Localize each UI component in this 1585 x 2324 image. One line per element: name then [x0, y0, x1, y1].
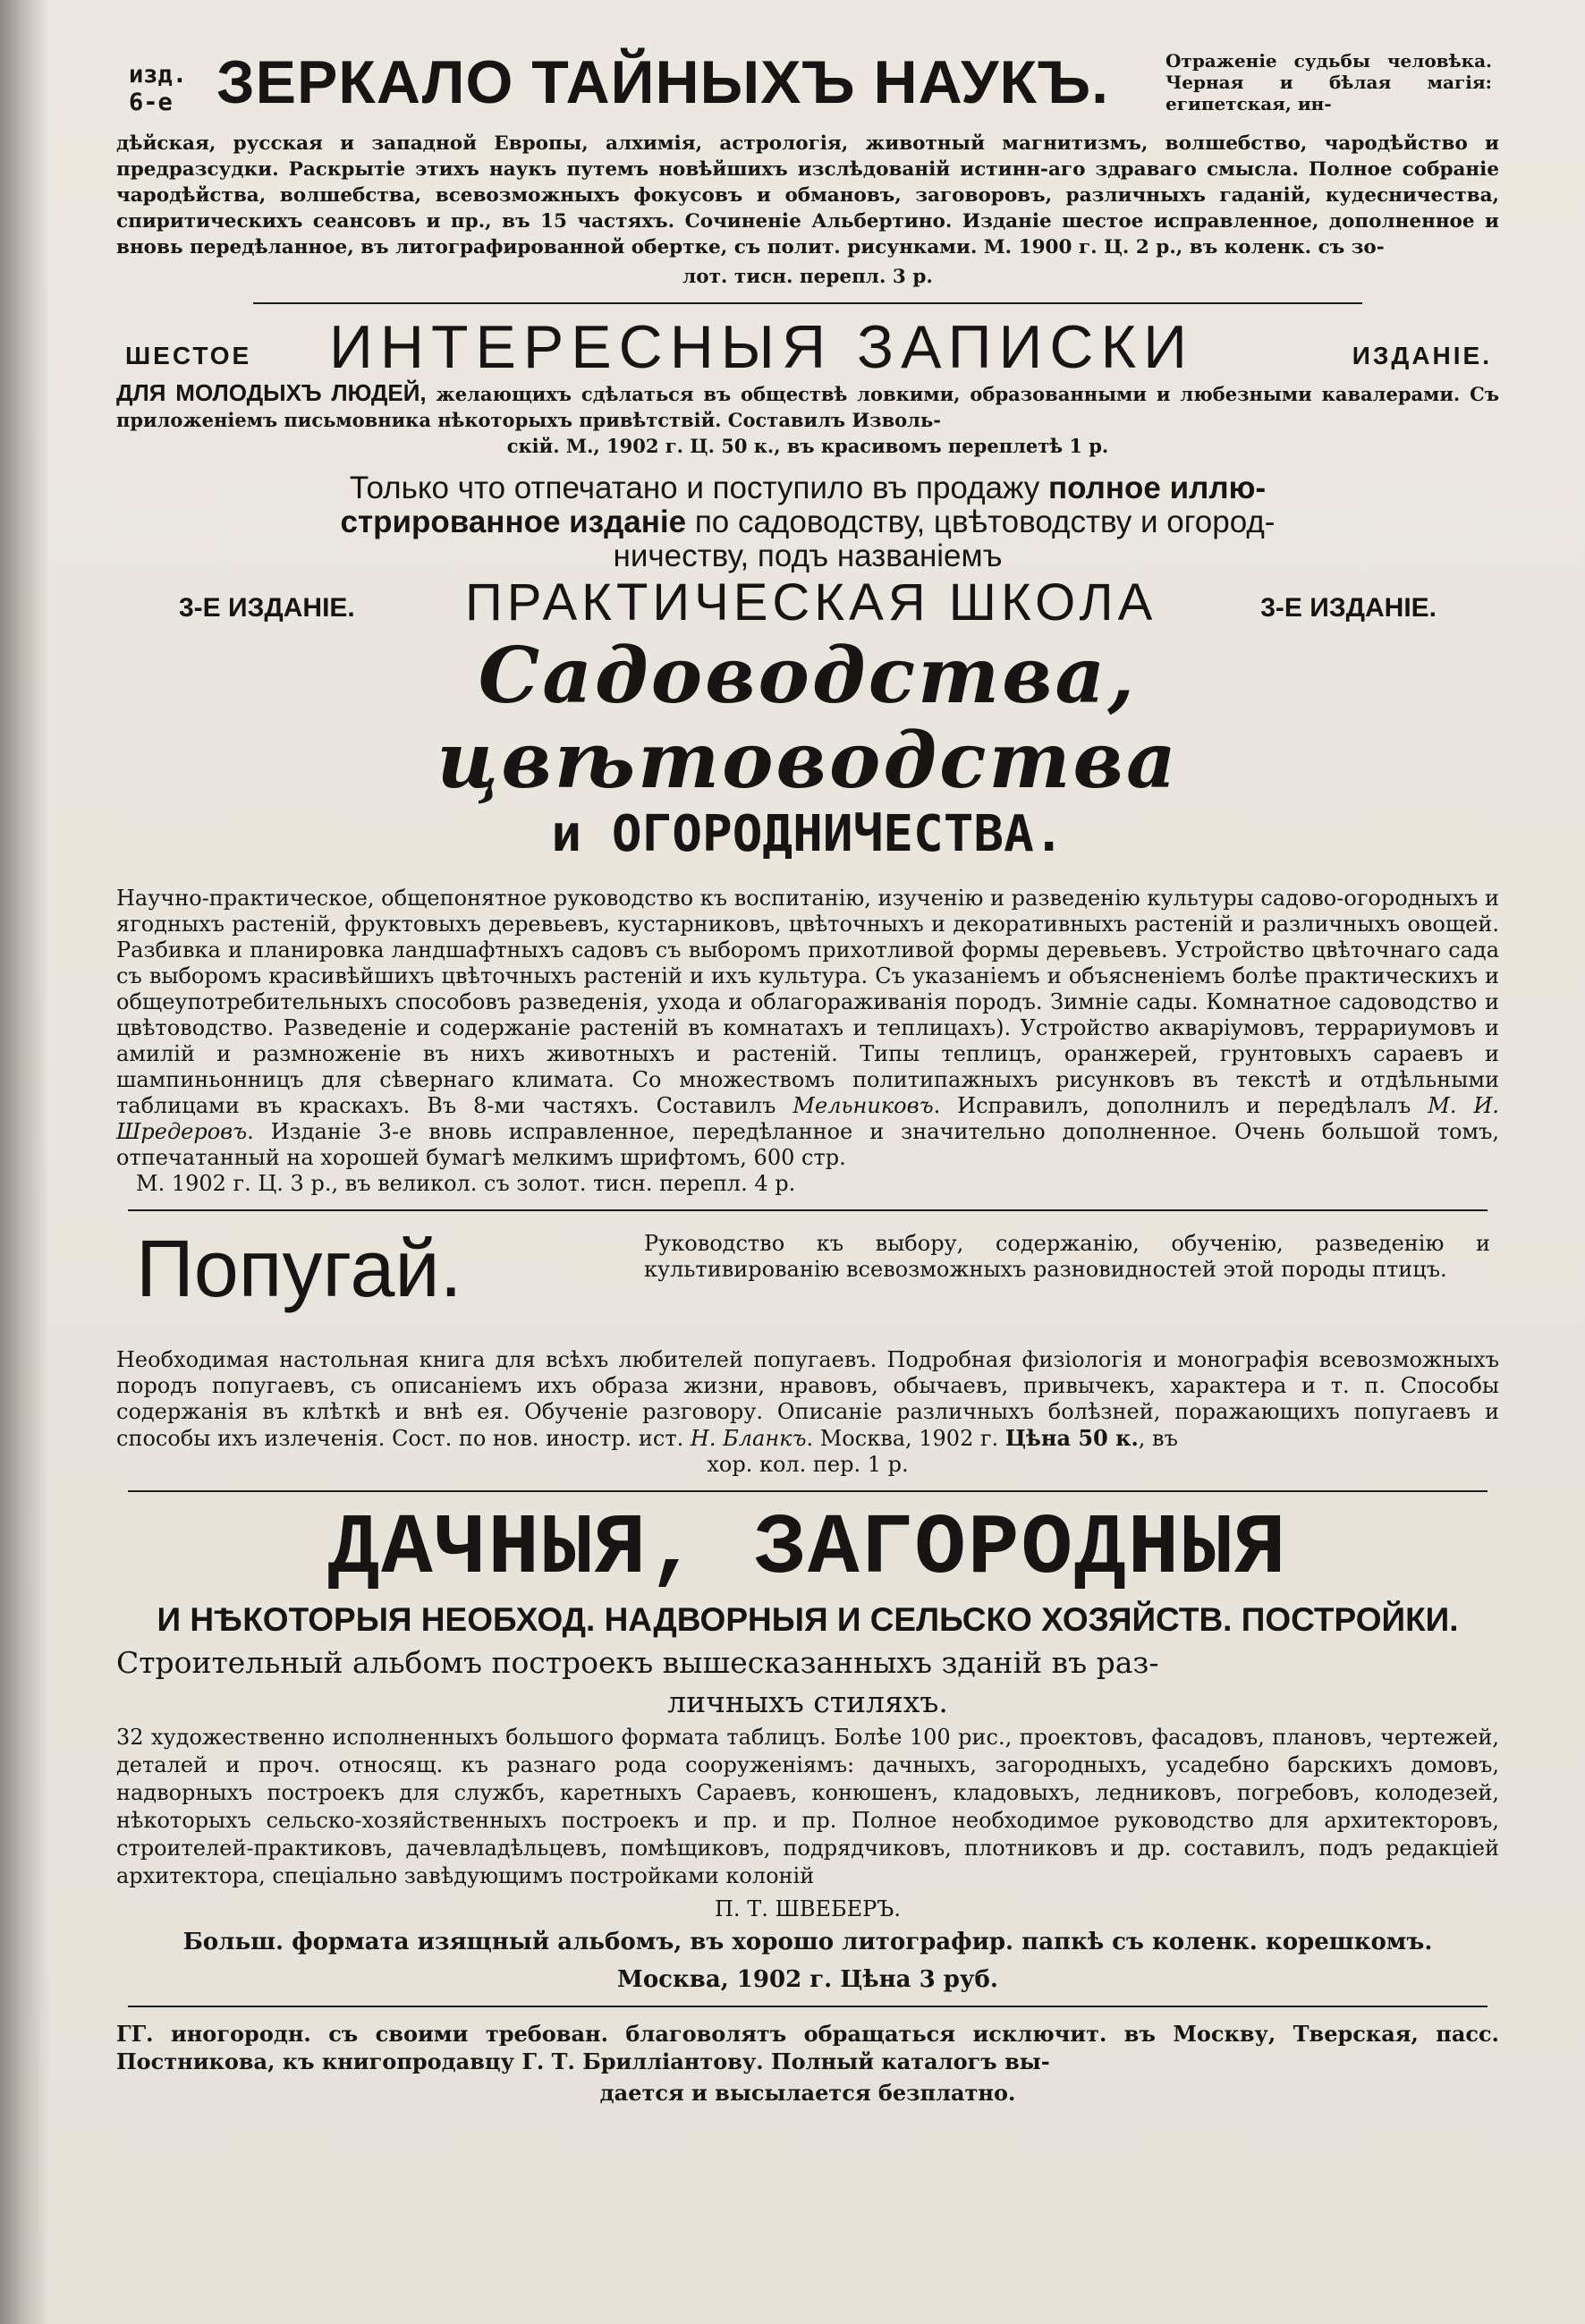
ad3-body-a: Научно-практическое, общепонятное руководство къ воспитанію, изученію и разведенію культуры садово-огородныхъ и ягодныхъ растеній, фруктовыхъ деревьевъ, кустарниковъ, цвѣточныхъ и декоративныхъ растеній и различныхъ овощей. Разбивка и планировка ландшафтныхъ садовъ съ выборомъ прихотливой формы деревьевъ. Устройство цвѣточнаго сада съ выборомъ красивѣйшихъ цвѣточныхъ растеній и ихъ культура. Съ указаніемъ и объясненіемъ болѣе практическихъ и общеупотребительныхъ способовъ разведенія, ухода и облагораживанія породъ. Зимніе сады. Комнатное садоводство и цвѣтоводство. Разведеніе и содержаніе растеній въ комнатахъ и теплицахъ). Устройство акваріумовъ, террариумовъ и амилій и размноженіе въ нихъ животныхъ и растеній. Типы теплицъ, оранжерей, грунтовыхъ сараевъ и шампиньонницъ для сѣвернаго климата. Со множествомъ политипажныхъ рисунковъ въ текстѣ и отдѣльными таблицами въ краскахъ. Въ 8-ми частяхъ. Составилъ — [116, 885, 1499, 1118]
ad5-title: ДАЧНЫЯ, ЗАГОРОДНЫЯ — [327, 1499, 1288, 1598]
ad4-author: Н. Бланкъ — [690, 1425, 807, 1451]
ad5-body: 32 художественно исполненныхъ большого формата таблицъ. Болѣе 100 рис., проектовъ, фасадовъ, плановъ, чертежей, деталей и проч. относящ. къ разнаго рода сооруженіямъ: дачныхъ, загородныхъ, усадебно барскихъ домовъ, надворныхъ построекъ для службъ, каретныхъ Сараевъ, конюшенъ, кладовыхъ, ледниковъ, погребовъ, колодезей, нѣкоторыхъ сельско-хозяйственныхъ построекъ и пр. и пр. Полное необходимое руководство для архитекторовъ, строителей-практиковъ, дачевладѣльцевъ, помѣщиковъ, подрядчиковъ, плотниковъ и др. составилъ, подъ редакціей архитектора, спеціально завѣдующимъ постройками колоній — [116, 1724, 1499, 1888]
ad4-body-a: Необходимая настольная книга для всѣхъ любителей попугаевъ. Подробная физіологія и монографія всевозможныхъ породъ попугаевъ, съ описаніемъ ихъ образа жизни, нравовъ, обычаевъ, привычекъ, характера и т. п. Способы содержанія въ клѣткѣ и внѣ ея. Обученіе разговору. Описаніе различныхъ болѣзней, поражающихъ попугаевъ и способы ихъ излеченія. Сост. по нов. иностр. ист. — [116, 1346, 1499, 1451]
ad5-price: Цѣна 3 руб. — [840, 1965, 998, 1993]
ad2-body-text: желающихъ сдѣлаться въ обществѣ ловкими, образованными и любезными кавалерами. Съ приложеніемъ письмовника нѣкоторыхъ привѣтствій. Составилъ Изволь- — [116, 383, 1499, 431]
ad-practical-school — [116, 471, 1499, 1197]
ad4-price: Цѣна 50 к. — [1004, 1424, 1139, 1451]
divider — [253, 302, 1362, 304]
ad5-format: Больш. формата изящный альбомъ, въ хорошо литографир. папкѣ съ коленк. корешкомъ. — [182, 1928, 1433, 1955]
ad4-body-c: , въ — [1138, 1425, 1178, 1451]
ad3-intro-d: по садоводству, цвѣтоводству и огород- — [686, 505, 1276, 539]
ad2-title: ИНТЕРЕСНЫЯ ЗАПИСКИ — [329, 313, 1195, 381]
ad3-body-c: . Изданіе 3-е вновь исправленное, передѣланное и значительно дополненное. Очень большой томъ, отпечатанный на хорошей бумагѣ мелкимъ шрифтомъ, 600 стр. — [116, 1118, 1499, 1170]
ad3-intro-a: Только что отпечатано и поступило въ продажу — [349, 471, 1049, 505]
divider — [128, 1490, 1488, 1492]
ad3-intro-e: ничеству, подъ названіемъ — [613, 539, 1003, 573]
ad3-price-line: М. 1902 г. Ц. 3 р., въ великол. съ золот. тисн. перепл. 4 р. — [136, 1170, 796, 1196]
ad-mirror-of-secret-sciences — [116, 45, 1499, 290]
ad3-intro-c: стрированное изданіе — [340, 505, 687, 539]
ad1-title: ЗЕРКАЛО ТАЙНЫХЪ НАУКЪ. — [216, 48, 1110, 116]
ad3-intro-b: полное иллю- — [1048, 471, 1267, 505]
ad4-description: Руководство къ выбору, содержанію, обученію, разведенію и культивированію всевозможныхъ разновидностей этой породы птицъ. — [644, 1230, 1490, 1282]
ad4-title: Попугай. — [136, 1224, 462, 1314]
ad2-edition-left: ШЕСТОЕ — [125, 342, 252, 369]
ad3-body — [116, 886, 1499, 1171]
ad1-edition: изд. 6-е — [129, 61, 188, 117]
ad2-lead: ДЛЯ МОЛОДЫХЪ ЛЮДЕЙ, — [116, 379, 427, 406]
ad-parrot — [116, 1224, 1499, 1478]
footer-last-line: дается и высылается безплатно. — [599, 2079, 1016, 2106]
ad2-header — [116, 313, 1499, 381]
divider — [128, 2006, 1488, 2007]
ad-interesting-notes — [116, 313, 1499, 459]
ad4-header — [116, 1224, 1499, 1347]
ad4-price-line: хор. кол. пер. 1 р. — [707, 1451, 909, 1477]
ad3-subtitle: и ОГОРОДНИЧЕСТВА. — [551, 805, 1064, 864]
ad3-editor: М. И. Шредеровъ — [116, 1092, 1499, 1144]
divider — [128, 1209, 1488, 1211]
ad2-price-line: скій. М., 1902 г. Ц. 50 к., въ красивомъ переплетѣ 1 р. — [506, 435, 1109, 457]
ad5-price-line — [116, 1961, 1499, 1998]
ad5-author: П. Т. ШВЕБЕРЪ. — [715, 1896, 901, 1921]
ad3-intro — [116, 471, 1499, 573]
footer-text: ГГ. иногородн. съ своими требован. благоволятъ обращаться исключит. въ Москву, Тверская, пасс. Постникова, къ книгопродавцу Г. Т. Бриллiантову. Полный каталогъ вы- — [116, 2020, 1499, 2074]
ad3-body-b: . Исправилъ, дополнилъ и передѣлалъ — [933, 1092, 1428, 1118]
ad1-header — [116, 45, 1499, 127]
page-edge-shadow — [0, 0, 49, 2324]
ad3-edition-right: 3-Е ИЗДАНІЕ. — [1260, 593, 1437, 623]
ad3-title-top: ПРАКТИЧЕСКАЯ ШКОЛА — [465, 573, 1157, 632]
ad5-intro: Строительный альбомъ построекъ вышесказанныхъ зданій въ раз- — [116, 1644, 1159, 1680]
ad3-author: Мельниковъ — [792, 1092, 934, 1118]
ad5-subtitle: И НѢКОТОРЫЯ НЕОБХОД. НАДВОРНЫЯ И СЕЛЬСКО ХОЗЯЙСТВ. ПОСТРОЙКИ. — [157, 1600, 1459, 1638]
ad4-body-b: . Москва, 1902 г. — [806, 1425, 1005, 1451]
ad4-body — [116, 1347, 1499, 1452]
ad3-title: Садоводства, цвѣтоводства — [437, 631, 1179, 806]
ad5-intro-last: личныхъ стиляхъ. — [667, 1684, 948, 1719]
ad1-price-line: лот. тисн. перепл. 3 р. — [682, 266, 933, 288]
footer-note — [116, 2020, 1499, 2107]
ad2-body — [116, 379, 1499, 433]
ad3-edition-row — [116, 573, 1499, 632]
ad2-edition-right: ИЗДАНІЕ. — [1352, 342, 1492, 369]
ad1-body: дѣйская, русская и западной Европы, алхимія, астрологія, животный магнитизмъ, волшебство, чародѣйство и предразсудки. Раскрытіе этихъ наукъ путемъ новѣйшихъ изслѣдованій истинн-аго здраваго смысла. Полное собраніе чародѣйства, волшебства, всевозможныхъ фокусовъ и обмановъ, заговоровъ, различныхъ гаданій, кудесничества, спиритическихъ сеансовъ и пр., въ 15 частяхъ. Сочиненіе Альбертино. Изданіе шестое исправленное, дополненное и вновь передѣланное, въ литографированной обертке, съ полит. рисунками. М. 1900 г. Ц. 2 р., въ коленк. съ зо- — [116, 132, 1499, 259]
ad1-note: Отраженіе судьбы человѣка. Черная и бѣлая магія: египетская, ин- — [1165, 50, 1492, 115]
ad5-city: Москва, 1902 г. — [617, 1965, 841, 1993]
ad3-edition-left: 3-Е ИЗДАНІЕ. — [179, 593, 355, 623]
ad-country-buildings — [116, 1499, 1499, 1998]
